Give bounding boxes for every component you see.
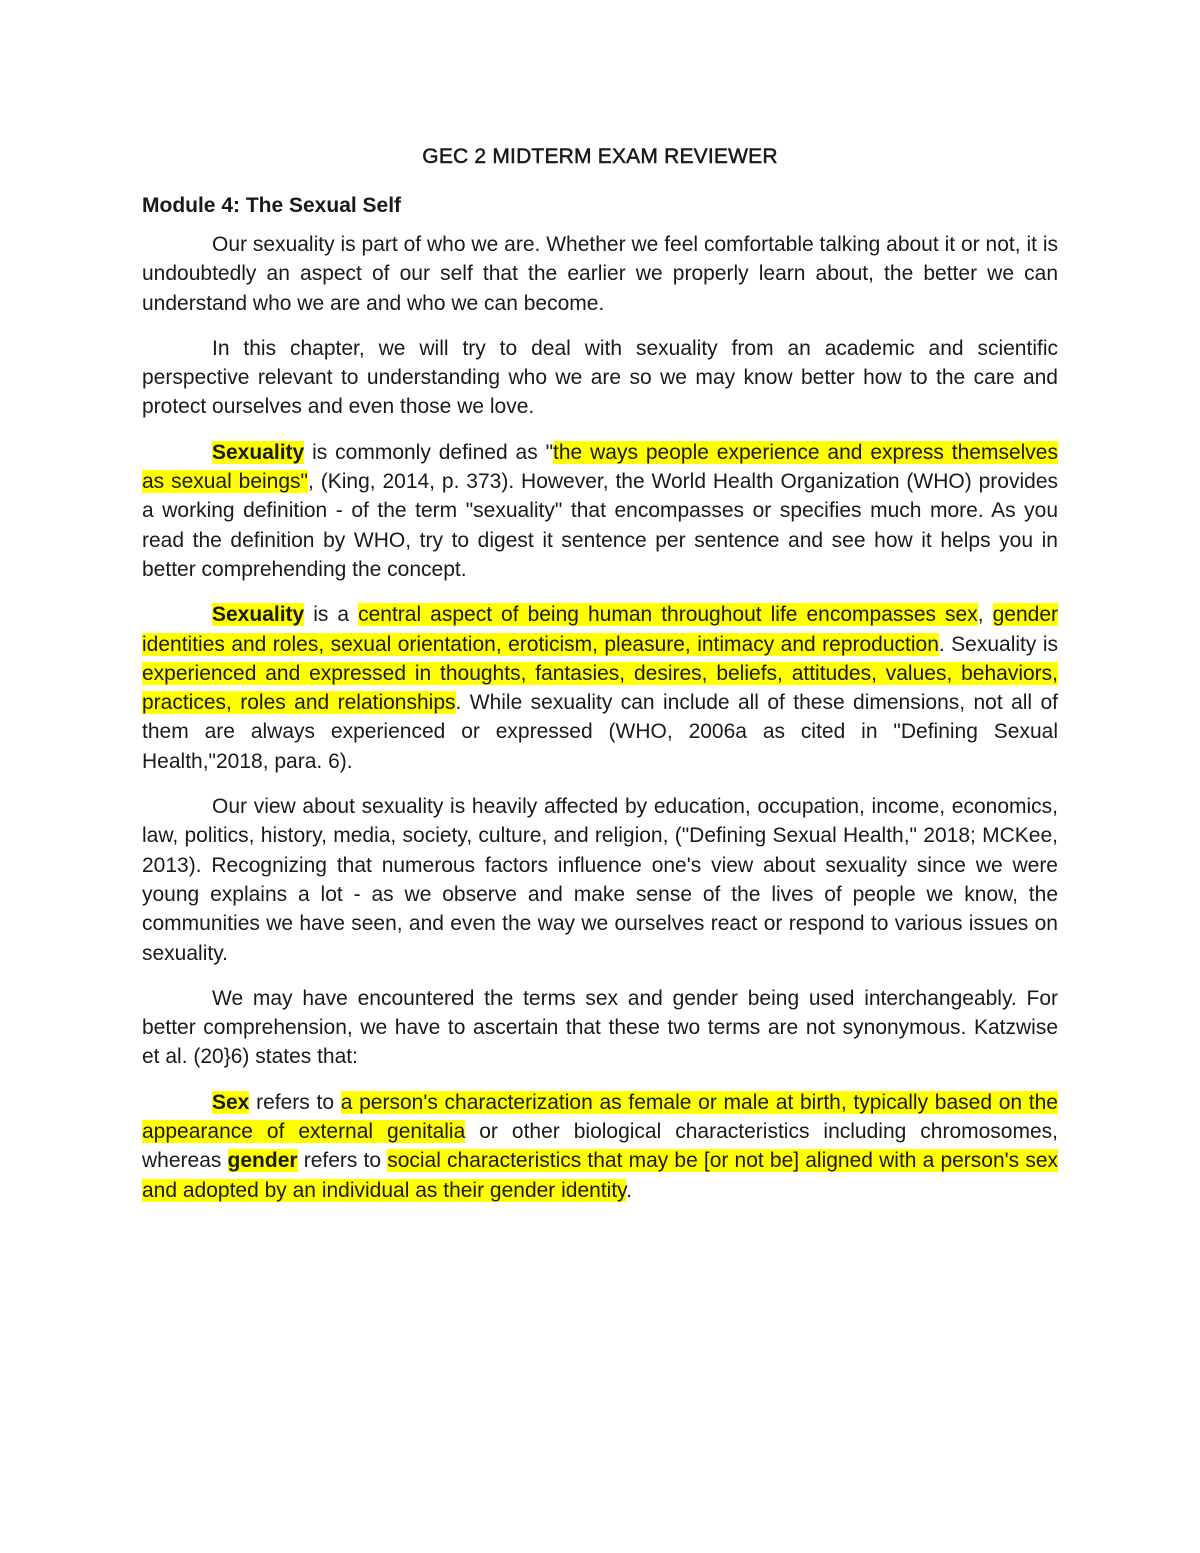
text-segment: refers to — [297, 1149, 388, 1173]
text-segment: refers to — [249, 1090, 341, 1114]
text-segment: Our view about sexuality is heavily affected by education, occupation, income, economics, law, politics, history, media, society, culture, and religion, ("Defining Sexual Health," 2018; MCKee, 2013). Recognizing that numerous factors influence one's view about sexuality since we were young explains a lot - as we observe and make sense of the lives of people we know, the communities we have seen, and even the way we ourselves react or respond to various issues on sexuality. — [142, 795, 1058, 965]
paragraph — [142, 600, 1058, 776]
text-segment: is a — [304, 603, 359, 627]
highlighted-text: a person's characterization as female or male at birth, typically based on the appearance of external genitalia — [142, 1090, 1058, 1144]
highlighted-text: the ways people experience and express themselves as sexual beings" — [142, 440, 1058, 494]
text-segment: , (King, 2014, p. 373). However, the World Health Organization (WHO) provides a working definition - of the term "sexuality" that encompasses or specifies much more. As you read the definition by WHO, try to digest it sentence per sentence and see how it helps you in better comprehending the concept. — [142, 470, 1059, 581]
highlighted-text: central aspect of being human throughout life encompasses sex — [358, 603, 978, 627]
highlighted-text: social characteristics that may be [or not be] aligned with a person's sex and adopted by an individual as their gender identity — [142, 1149, 1058, 1202]
key-term: Sexuality — [212, 603, 305, 627]
text-segment: . — [626, 1178, 632, 1202]
paragraph — [142, 334, 1058, 422]
module-heading: Module 4: The Sexual Self — [142, 194, 402, 217]
key-term: Sexuality — [212, 440, 305, 464]
text-segment: Our sexuality is part of who we are. Whether we feel comfortable talking about it or not, it is undoubtedly an aspect of our self that the earlier we properly learn about, the better we can understand who we are and who we can become. — [142, 233, 1058, 315]
text-segment: . While sexuality can include all of these dimensions, not all of them are always experienced or expressed (WHO, 2006a as cited in "Defining Sexual Health,"2018, para. 6). — [142, 691, 1058, 773]
paragraph — [142, 230, 1058, 318]
text-segment: . Sexuality is — [938, 632, 1058, 656]
paragraph — [142, 1088, 1058, 1205]
highlighted-text: experienced and expressed in thoughts, fantasies, desires, beliefs, attitudes, values, behaviors, practices, roles and relationships — [142, 661, 1058, 715]
text-segment: or other biological characteristics including chromosomes, whereas — [142, 1120, 1058, 1173]
text-segment: We may have encountered the terms sex and gender being used interchangeably. For better comprehension, we have to ascertain that these two terms are not synonymous. Katzwise et al. (20}6) states that: — [142, 986, 1058, 1069]
text-segment: , — [977, 603, 993, 627]
paragraph — [142, 792, 1058, 968]
key-term: gender — [227, 1149, 298, 1173]
paragraph — [142, 984, 1058, 1072]
highlighted-text: gender identities and roles, sexual orientation, eroticism, pleasure, intimacy and reproduction — [142, 603, 1058, 656]
text-segment: is commonly defined as " — [304, 440, 554, 464]
key-term: Sex — [212, 1090, 250, 1114]
paragraph — [142, 438, 1058, 584]
body-text — [142, 230, 1058, 1205]
text-segment: In this chapter, we will try to deal with sexuality from an academic and scientific perspective relevant to understanding who we are so we may know better how to the care and protect ourselves and even those we love. — [142, 336, 1058, 419]
page-title: GEC 2 MIDTERM EXAM REVIEWER — [422, 145, 778, 168]
